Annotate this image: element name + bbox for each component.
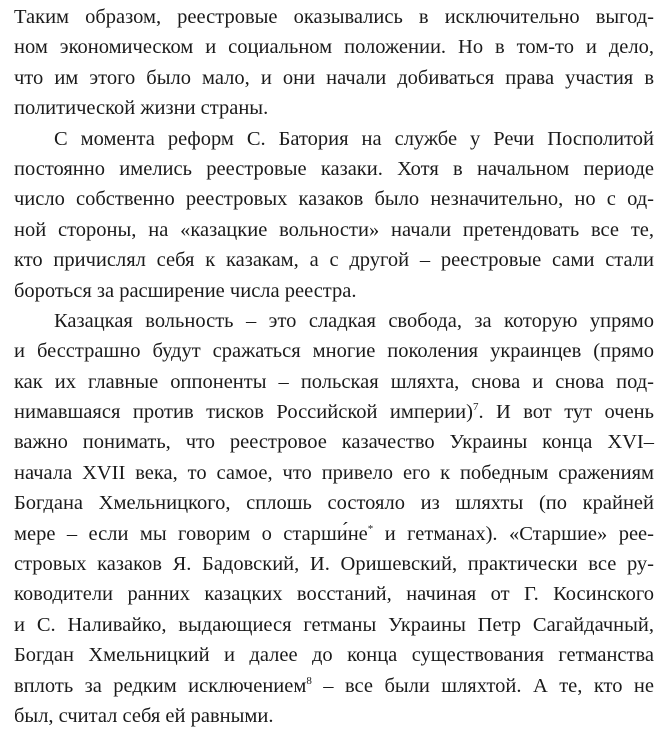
text-segment: и гетманах). «Старшие» рее-: [373, 522, 654, 545]
text-line: как их главные оппоненты – польская шляхта, снова и снова под-: [14, 370, 654, 393]
asterisk-note-ref[interactable]: *: [367, 522, 374, 535]
document-page: [0, 2, 672, 731]
text-line: число собственно реестровых казаков было незначительно, но с од-: [14, 188, 654, 211]
text-line: ной стороны, на «казацкие вольности» начали претендовать все те,: [14, 218, 654, 241]
text-segment: нимавшаяся против тисков Российской империи): [14, 401, 473, 424]
text-line: Богдана Хмельницкого, сплошь состояло из шляхты (по крайней: [14, 492, 654, 515]
text-line: С момента реформ С. Батория на службе у Речи Посполитой: [54, 127, 654, 150]
text-line: постоянно имелись реестровые казаки. Хотя в начальном периоде: [14, 157, 654, 180]
text-segment: – все были шляхтой. А те, кто не: [311, 674, 654, 697]
paragraph-1: [0, 2, 672, 124]
paragraph-2: [0, 124, 672, 306]
text-line: ководители ранних казацких восстаний, начиная от Г. Косинского: [14, 583, 654, 606]
text-line: и С. Наливайко, выдающиеся гетманы Украины Петр Сагайдачный,: [14, 613, 654, 636]
text-segment: вплоть за редким исключением: [14, 674, 307, 697]
text-line: [0, 519, 654, 549]
text-line: важно понимать, что реестровое казачество Украины конца XVI–: [14, 431, 654, 454]
footnote-ref-7[interactable]: 7: [472, 401, 479, 414]
text-line: был, считал себя ей равными.: [14, 704, 274, 727]
text-line: кто причислял себя к казакам, а с другой – реестровые сами стали: [14, 249, 654, 272]
footnote-ref-8[interactable]: 8: [306, 674, 312, 687]
text-line: политической жизни страны.: [14, 97, 269, 120]
text-line: и бесстрашно будут сражаться многие поколения украинцев (прямо: [14, 340, 654, 363]
text-line: что им этого было мало, и они начали добиваться права участия в: [14, 66, 654, 89]
text-line: Богдан Хмельницкий и далее до конца существования гетманства: [14, 644, 654, 667]
text-line: [0, 397, 654, 427]
text-line: начала XVII века, то самое, что привело его к победным сражениям: [14, 461, 654, 484]
text-line: ном экономическом и социальном положении. Но в том-то и дело,: [14, 36, 654, 59]
text-line: [0, 671, 654, 701]
text-line: Казацкая вольность – это сладкая свобода, за которую упрямо: [54, 309, 654, 332]
text-segment: мере – если мы говорим о старши́не: [14, 522, 368, 545]
text-segment: . И вот тут очень: [478, 401, 654, 424]
paragraph-3: [0, 306, 672, 731]
text-line: стровых казаков Я. Бадовский, И. Оришевский, практически все ру-: [14, 553, 654, 576]
text-line: Таким образом, реестровые оказывались в исключительно выгод-: [14, 6, 654, 28]
text-line: бороться за расширение числа реестра.: [14, 279, 357, 302]
